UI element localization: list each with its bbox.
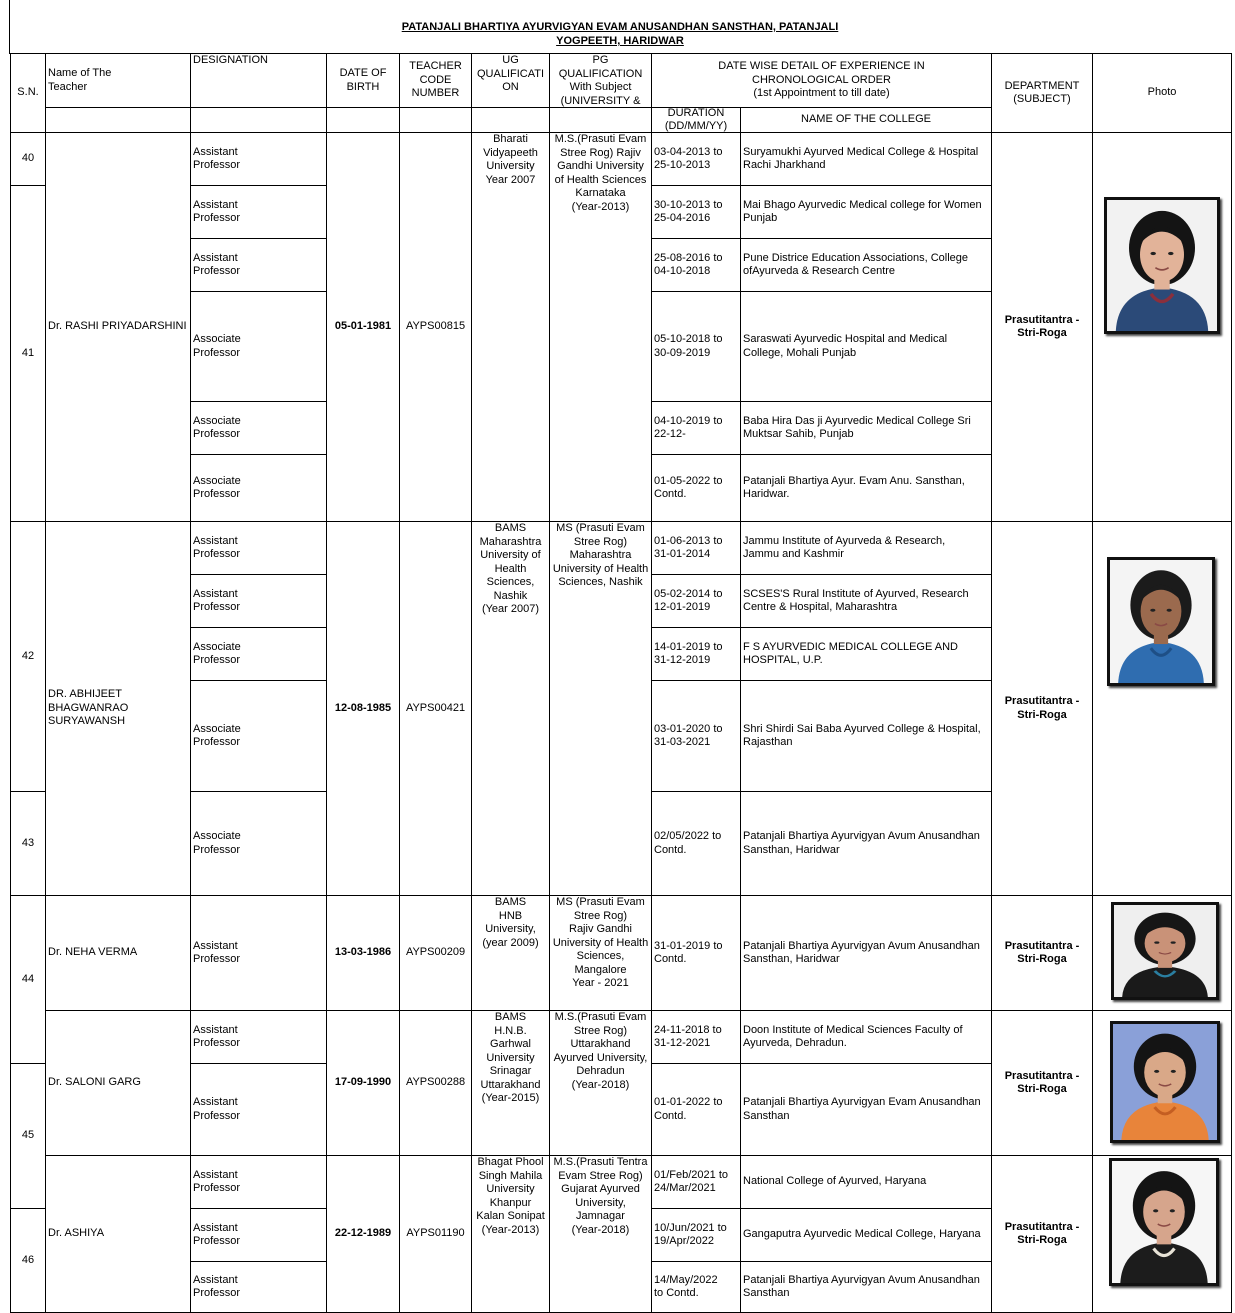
- teacher-pg: MS (Prasuti Evam Stree Rog) Maharashtra University of Health Sciences, Nashik: [549, 521, 652, 896]
- document-title: [10, 20, 1230, 48]
- teacher-ug: BAMS H.N.B. Garhwal University Srinagar Uttarakhand (Year-2015): [471, 1010, 550, 1156]
- header-blank-cell: [190, 107, 327, 133]
- row-duration: 04-10-2019 to 22-12-: [651, 401, 741, 455]
- header-blank-cell: [45, 107, 191, 133]
- teacher-dob: 13-03-1986: [326, 895, 400, 1011]
- teacher-name: Dr. NEHA VERMA: [45, 895, 191, 1011]
- serial-number: 46: [10, 1208, 46, 1313]
- row-designation: Associate Professor: [190, 291, 327, 402]
- header-ug: UG QUALIFICATI ON: [471, 53, 550, 108]
- teacher-pg: M.S.(Prasuti Tentra Evam Stree Rog) Gujarat Ayurved University, Jamnagar (Year-2018): [549, 1155, 652, 1313]
- row-college: Doon Institute of Medical Sciences Faculty of Ayurveda, Dehradun.: [740, 1010, 992, 1064]
- teacher-name: Dr. RASHI PRIYADARSHINI: [45, 132, 191, 522]
- row-designation: Assistant Professor: [190, 132, 327, 186]
- row-designation: Associate Professor: [190, 791, 327, 896]
- row-designation: Assistant Professor: [190, 1208, 327, 1262]
- teacher-ug: BAMS Maharashtra University of Health Sciences, Nashik (Year 2007): [471, 521, 550, 896]
- serial-number: 40: [10, 132, 46, 186]
- row-college: Pune Districe Education Associations, College ofAyurveda & Research Centre: [740, 238, 992, 292]
- header-blank-cell: [326, 107, 400, 133]
- teacher-department: Prasutitantra - Stri-Roga: [991, 1010, 1093, 1156]
- row-duration: 01-06-2013 to 31-01-2014: [651, 521, 741, 575]
- header-photo: Photo: [1092, 53, 1232, 133]
- row-duration: 14-01-2019 to 31-12-2019: [651, 627, 741, 681]
- row-college: Jammu Institute of Ayurveda & Research, Jammu and Kashmir: [740, 521, 992, 575]
- header-sn: S.N.: [10, 53, 46, 133]
- row-designation: Associate Professor: [190, 680, 327, 792]
- row-college: National College of Ayurved, Haryana: [740, 1155, 992, 1209]
- teacher-name: DR. ABHIJEET BHAGWANRAO SURYAWANSH: [45, 521, 191, 896]
- header-blank-cell: [471, 107, 550, 133]
- serial-number: 41: [10, 185, 46, 522]
- serial-number: 42: [10, 521, 46, 792]
- row-designation: Associate Professor: [190, 627, 327, 681]
- header-duration: DURATION (DD/MM/YY): [651, 107, 741, 133]
- teacher-pg: M.S.(Prasuti Evam Stree Rog) Uttarakhand Ayurved University, Dehradun (Year-2018): [549, 1010, 652, 1156]
- row-duration: 30-10-2013 to 25-04-2016: [651, 185, 741, 239]
- row-college: Patanjali Bhartiya Ayurvigyan Avum Anusandhan Sansthan: [740, 1261, 992, 1313]
- teacher-ug: Bhagat Phool Singh Mahila University Khanpur Kalan Sonipat (Year-2013): [471, 1155, 550, 1313]
- row-college: F S AYURVEDIC MEDICAL COLLEGE AND HOSPITAL, U.P.: [740, 627, 992, 681]
- row-college: Patanjali Bhartiya Ayur. Evam Anu. Sansthan, Haridwar.: [740, 454, 992, 522]
- teacher-pg: M.S.(Prasuti Evam Stree Rog) Rajiv Gandhi University of Health Sciences Karnataka (Year-2013): [549, 132, 652, 522]
- teacher-department: Prasutitantra - Stri-Roga: [991, 1155, 1093, 1313]
- header-college: NAME OF THE COLLEGE: [740, 107, 992, 133]
- row-duration: 01-05-2022 to Contd.: [651, 454, 741, 522]
- row-designation: Assistant Professor: [190, 521, 327, 575]
- row-college: Suryamukhi Ayurved Medical College & Hospital Rachi Jharkhand: [740, 132, 992, 186]
- row-duration: 10/Jun/2021 to 19/Apr/2022: [651, 1208, 741, 1262]
- row-duration: 24-11-2018 to 31-12-2021: [651, 1010, 741, 1064]
- teacher-dob: 12-08-1985: [326, 521, 400, 896]
- teacher-photo: [1104, 197, 1220, 334]
- row-designation: Assistant Professor: [190, 185, 327, 239]
- row-college: Gangaputra Ayurvedic Medical College, Haryana: [740, 1208, 992, 1262]
- header-designation: DESIGNATION: [190, 53, 327, 108]
- row-college: Patanjali Bhartiya Ayurvigyan Evam Anusandhan Sansthan: [740, 1063, 992, 1156]
- title-line-1: PATANJALI BHARTIYA AYURVIGYAN EVAM ANUSANDHAN SANSTHAN, PATANJALI: [401, 21, 839, 33]
- teacher-name: Dr. ASHIYA: [45, 1155, 191, 1313]
- row-duration: 05-10-2018 to 30-09-2019: [651, 291, 741, 402]
- header-blank-cell: [549, 107, 652, 133]
- teacher-name: Dr. SALONI GARG: [45, 1010, 191, 1156]
- teacher-ug: BAMS HNB University, (year 2009): [471, 895, 550, 1011]
- teacher-photo: [1109, 1158, 1219, 1286]
- teacher-code: AYPS00815: [399, 132, 472, 522]
- header-dob: DATE OF BIRTH: [326, 53, 400, 108]
- row-designation: Assistant Professor: [190, 574, 327, 628]
- row-designation: Assistant Professor: [190, 895, 327, 1011]
- header-name: Name of The Teacher: [45, 53, 191, 108]
- teacher-dob: 05-01-1981: [326, 132, 400, 522]
- row-duration: 03-01-2020 to 31-03-2021: [651, 680, 741, 792]
- serial-number: 43: [10, 791, 46, 896]
- row-college: Baba Hira Das ji Ayurvedic Medical College Sri Muktsar Sahib, Punjab: [740, 401, 992, 455]
- header-department: DEPARTMENT (SUBJECT): [991, 53, 1093, 133]
- row-designation: Associate Professor: [190, 454, 327, 522]
- row-duration: 03-04-2013 to 25-10-2013: [651, 132, 741, 186]
- teacher-department: Prasutitantra - Stri-Roga: [991, 521, 1093, 896]
- teacher-ug: Bharati Vidyapeeth University Year 2007: [471, 132, 550, 522]
- row-college: Saraswati Ayurvedic Hospital and Medical College, Mohali Punjab: [740, 291, 992, 402]
- row-college: SCSES'S Rural Institute of Ayurved, Research Centre & Hospital, Maharashtra: [740, 574, 992, 628]
- row-college: Shri Shirdi Sai Baba Ayurved College & Hospital, Rajasthan: [740, 680, 992, 792]
- teacher-code: AYPS01190: [399, 1155, 472, 1313]
- row-duration: 01-01-2022 to Contd.: [651, 1063, 741, 1156]
- row-college: Patanjali Bhartiya Ayurvigyan Avum Anusandhan Sansthan, Haridwar: [740, 895, 992, 1011]
- row-duration: 05-02-2014 to 12-01-2019: [651, 574, 741, 628]
- header-experience: DATE WISE DETAIL OF EXPERIENCE IN CHRONOLOGICAL ORDER (1st Appointment to till date): [651, 53, 992, 108]
- row-college: Mai Bhago Ayurvedic Medical college for Women Punjab: [740, 185, 992, 239]
- header-code: TEACHER CODE NUMBER: [399, 53, 472, 108]
- row-designation: Assistant Professor: [190, 1010, 327, 1064]
- teacher-department: Prasutitantra - Stri-Roga: [991, 895, 1093, 1011]
- row-duration: 01/Feb/2021 to 24/Mar/2021: [651, 1155, 741, 1209]
- teacher-photo: [1110, 1021, 1220, 1143]
- row-duration: 31-01-2019 to Contd.: [651, 895, 741, 1011]
- header-blank-cell: [399, 107, 472, 133]
- teacher-code: AYPS00421: [399, 521, 472, 896]
- title-line-2: YOGPEETH, HARIDWAR: [556, 35, 684, 47]
- teacher-dob: 17-09-1990: [326, 1010, 400, 1156]
- teacher-department: Prasutitantra - Stri-Roga: [991, 132, 1093, 522]
- row-designation: Assistant Professor: [190, 1155, 327, 1209]
- teacher-code: AYPS00209: [399, 895, 472, 1011]
- row-duration: 14/May/2022 to Contd.: [651, 1261, 741, 1313]
- row-designation: Assistant Professor: [190, 1261, 327, 1313]
- row-designation: Assistant Professor: [190, 1063, 327, 1156]
- serial-number: 45: [10, 1063, 46, 1209]
- row-duration: 25-08-2016 to 04-10-2018: [651, 238, 741, 292]
- row-duration: 02/05/2022 to Contd.: [651, 791, 741, 896]
- serial-number: 44: [10, 895, 46, 1064]
- teacher-pg: MS (Prasuti Evam Stree Rog) Rajiv Gandhi University of Health Sciences, Mangalore Year - 2021: [549, 895, 652, 1011]
- teacher-photo: [1111, 902, 1219, 1000]
- teacher-code: AYPS00288: [399, 1010, 472, 1156]
- row-designation: Assistant Professor: [190, 238, 327, 292]
- row-designation: Associate Professor: [190, 401, 327, 455]
- row-college: Patanjali Bhartiya Ayurvigyan Avum Anusandhan Sansthan, Haridwar: [740, 791, 992, 896]
- teacher-dob: 22-12-1989: [326, 1155, 400, 1313]
- header-pg: PG QUALIFICATION With Subject (UNIVERSITY &: [549, 53, 652, 108]
- teacher-photo: [1107, 557, 1215, 686]
